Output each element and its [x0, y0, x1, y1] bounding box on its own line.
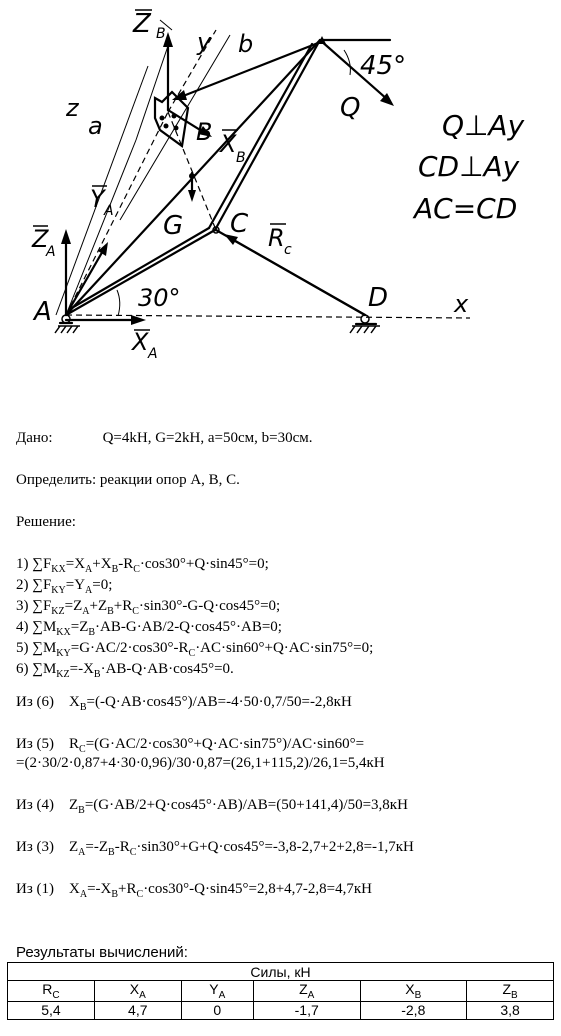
label-zb: Z: [133, 9, 151, 39]
given-line: Дано: Q=4kH, G=2kH, a=50см, b=30см.: [16, 430, 313, 446]
mechanics-diagram: [0, 0, 561, 360]
label-y: y: [197, 28, 212, 56]
label-ya: Y: [90, 185, 105, 213]
calc-xb: Из (6) $X_B=(-Q\cdot AB\cdot\cos 45^\circ)/AB=-4\cdot 50\cdot 0,7/50=-2,8кН$: [16, 694, 352, 713]
table-columns-row: [8, 981, 554, 1002]
label-a: a: [88, 112, 103, 140]
eq-4: 4) $\sum M_{KX}=Z_B\cdot AB-G\cdot AB/2-Q\cdot\cos 45^\circ\cdot AB=0$;: [16, 619, 282, 638]
eq-6: 6) $\sum M_{KZ}=-X_B\cdot AB-Q\cdot AB\cdot\cos 45^\circ=0$.: [16, 661, 234, 680]
label-g: G: [163, 211, 184, 241]
condition-3: AC=CD: [414, 192, 518, 225]
col-xa: $X_A$: [94, 981, 181, 1002]
label-b-point: B: [196, 118, 213, 146]
eq-5: 5) $\sum M_{KY}=G\cdot AC/2\cdot\cos 30^\circ-R_C\cdot AC\cdot\sin 60^\circ+Q\cdot AC\cdot\sin 75^\circ=0$;: [16, 640, 374, 659]
calc-rc-2: =(2·30/2·0,87+4·30·0,96)/30·0,87=(26,1+115,2)/26,1=5,4кН: [16, 755, 385, 771]
label-45deg: 45°: [360, 51, 407, 81]
calc-zb: Из (4) $Z_B=(G\cdot AB/2+Q\cdot\cos 45^\circ\cdot AB)/AB=(50+141,4)/50=3,8кН$: [16, 797, 408, 816]
label-a-point: A: [34, 297, 52, 327]
value-rc: 5,4: [8, 1001, 95, 1019]
eq-1: 1) $\sum F_{KX}=X_A+X_B-R_C\cdot\cos 30^\circ+Q\cdot\sin 45^\circ=0$;: [16, 556, 269, 575]
label-ya-sub: A: [104, 203, 114, 219]
col-za: $Z_A$: [253, 981, 360, 1002]
table-row: [8, 1001, 554, 1019]
value-zb: 3,8: [467, 1001, 554, 1019]
solution-label: Решение:: [16, 514, 76, 530]
value-za: -1,7: [253, 1001, 360, 1019]
label-za: Z: [32, 225, 49, 253]
value-ya: 0: [181, 1001, 253, 1019]
label-rc-sub: c: [284, 242, 292, 258]
label-xb: X: [220, 130, 237, 158]
col-rc: $R_C$: [8, 981, 95, 1002]
label-xa-sub: A: [148, 346, 158, 360]
label-b: b: [238, 30, 254, 58]
label-z: z: [66, 94, 79, 122]
label-xb-sub: B: [236, 150, 246, 166]
calc-rc: Из (5) $R_C=(G\cdot AC/2\cdot\cos 30^\circ+Q\cdot AC\cdot\sin 75^\circ)/AC\cdot\sin 60^\circ=$: [16, 736, 365, 755]
col-ya: $Y_A$: [181, 981, 253, 1002]
label-q: Q: [340, 93, 361, 123]
label-30deg: 30°: [138, 284, 181, 312]
results-table: [7, 962, 554, 1020]
col-xb: $X_B$: [360, 981, 467, 1002]
calc-za: Из (3) $Z_A=-Z_B-R_C\cdot\sin 30^\circ+G+Q\cdot\cos 45^\circ=-3,8-2,7+2+2,8=-1,7кН$: [16, 839, 414, 858]
results-title: Результаты вычислений:: [16, 944, 188, 961]
label-rc: R: [268, 224, 285, 252]
task-line: Определить: реакции опор A, B, C.: [16, 472, 240, 488]
label-zb-sub: B: [156, 26, 166, 42]
condition-1: Q⊥Ay: [442, 109, 525, 142]
value-xa: 4,7: [94, 1001, 181, 1019]
label-d: D: [368, 283, 389, 313]
label-x: x: [454, 290, 469, 318]
eq-3: 3) $\sum F_{KZ}=Z_A+Z_B+R_C\cdot\sin 30^\circ-G-Q\cdot\cos 45^\circ=0$;: [16, 598, 281, 617]
condition-2: CD⊥Ay: [418, 150, 520, 183]
calc-xa: Из (1) $X_A=-X_B+R_C\cdot\cos 30^\circ-Q\cdot\sin 45^\circ=2,8+4,7-2,8=4,7кН$: [16, 881, 372, 900]
col-zb: $Z_B$: [467, 981, 554, 1002]
value-xb: -2,8: [360, 1001, 467, 1019]
label-c: C: [230, 209, 249, 239]
label-xa: X: [132, 328, 149, 356]
table-header: Силы, кН: [8, 963, 554, 981]
label-za-sub: A: [46, 244, 56, 260]
eq-2: 2) $\sum F_{KY}=Y_A=0$;: [16, 577, 113, 596]
